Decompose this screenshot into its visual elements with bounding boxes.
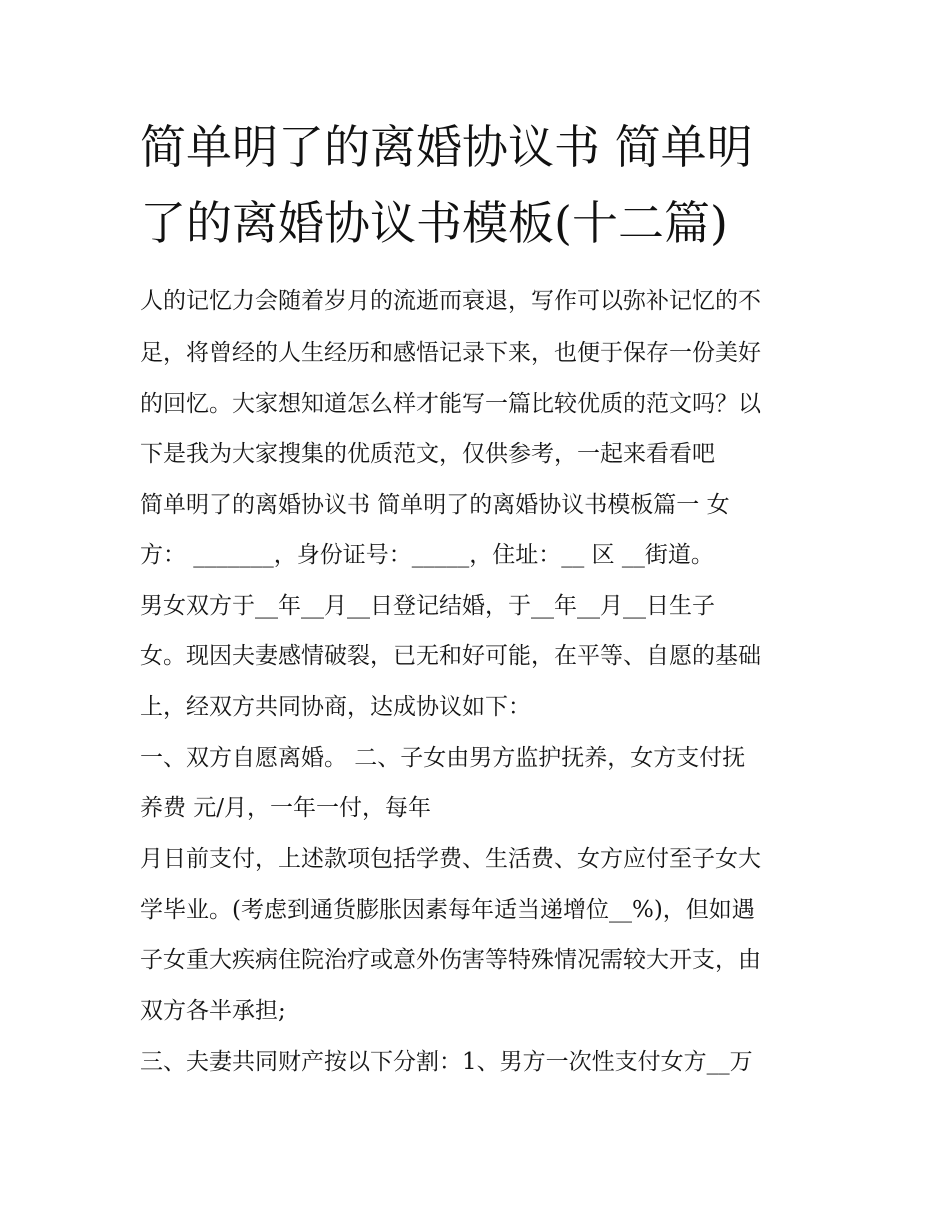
document-title-line-2: 了的离婚协议书模板(十二篇) bbox=[140, 196, 728, 250]
body-line: 上，经双方共同协商，达成协议如下： bbox=[140, 694, 531, 720]
body-line: 男女双方于__年__月__日登记结婚，于__年__月__日生子 bbox=[140, 593, 715, 619]
body-line: 三、夫妻共同财产按以下分割：1、男方一次性支付女方__万 bbox=[140, 1049, 753, 1075]
body-line: 女。现因夫妻感情破裂，已无和好可能，在平等、自愿的基础 bbox=[140, 643, 761, 669]
body-line: 月日前支付，上述款项包括学费、生活费、女方应付至子女大 bbox=[140, 846, 761, 872]
body-line: 下是我为大家搜集的优质范文，仅供参考，一起来看看吧 bbox=[140, 441, 715, 467]
body-line: 子女重大疾病住院治疗或意外伤害等特殊情况需较大开支，由 bbox=[140, 947, 761, 973]
body-line: 养费 元/月，一年一付，每年 bbox=[140, 795, 432, 821]
body-line: 的回忆。大家想知道怎么样才能写一篇比较优质的范文吗？以 bbox=[140, 391, 761, 417]
body-line: 足，将曾经的人生经历和感悟记录下来，也便于保存一份美好 bbox=[140, 340, 761, 366]
body-line: 双方各半承担; bbox=[140, 998, 286, 1024]
document-title-line-1: 简单明了的离婚协议书 简单明 bbox=[140, 120, 753, 174]
body-line: 方： _______，身份证号：_____，住址：__ 区 __街道。 bbox=[140, 542, 714, 568]
body-line: 简单明了的离婚协议书 简单明了的离婚协议书模板篇一 女 bbox=[140, 492, 730, 518]
body-line: 学毕业。(考虑到通货膨胀因素每年适当递增位__%)，但如遇 bbox=[140, 897, 755, 923]
body-line: 一、双方自愿离婚。 二、子女由男方监护抚养，女方支付抚 bbox=[140, 745, 746, 771]
body-line: 人的记忆力会随着岁月的流逝而衰退，写作可以弥补记忆的不 bbox=[140, 288, 761, 314]
